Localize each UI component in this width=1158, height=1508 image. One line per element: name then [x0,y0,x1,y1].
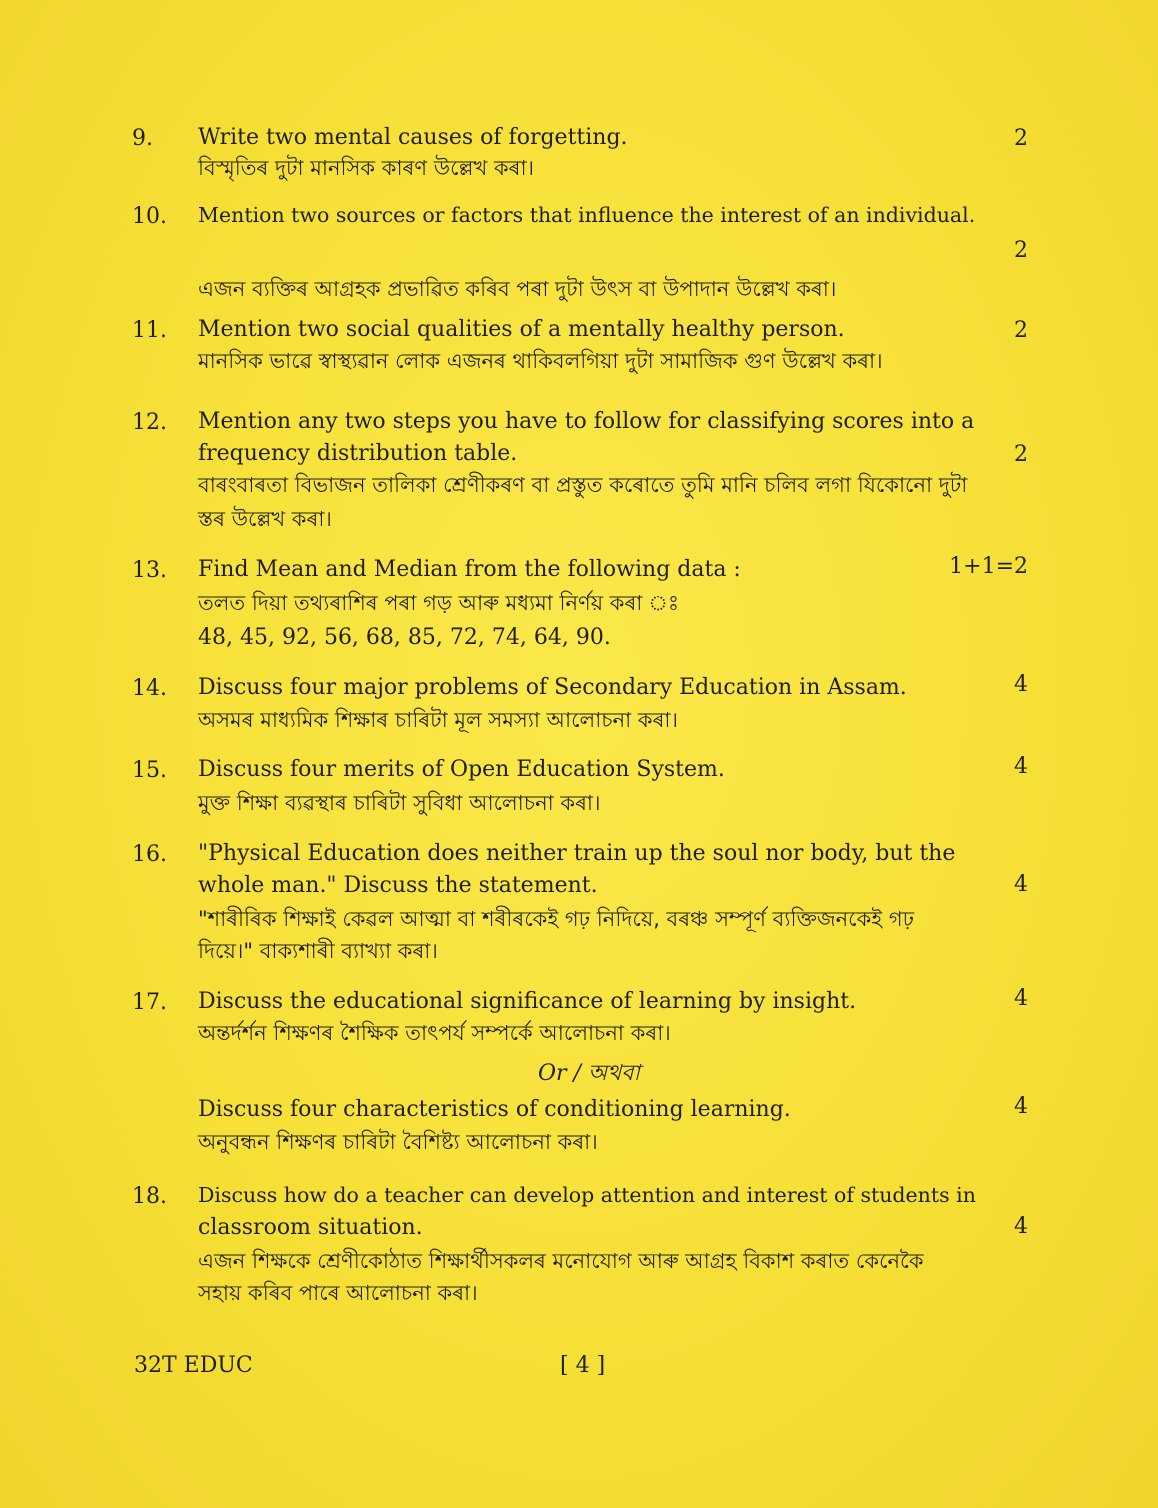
question-number: 16. [132,842,167,867]
question-marks: 4 [1014,872,1028,897]
question-text-en: Discuss four major problems of Secondary Education in Assam. [198,675,907,700]
question-marks: 4 [1014,672,1028,697]
question-number: 13. [132,558,167,583]
question-number: 15. [132,758,167,783]
question-marks: 4 [1014,754,1028,779]
question-text-as: "শাৰীৰিক শিক্ষাই কেৱল আত্মা বা শৰীৰকেই গঢ় নিদিয়ে, বৰঞ্চ সম্পূৰ্ণ ব্যক্তিজনকেই গঢ় [198,907,915,931]
question-number: 17. [132,990,167,1015]
question-marks: 4 [1014,1094,1028,1119]
question-text-as: মুক্ত শিক্ষা ব্যৱস্থাৰ চাৰিটা সুবিধা আলোচনা কৰা। [198,791,601,815]
question-marks: 2 [1014,238,1028,263]
question-text-en: Discuss the educational significance of learning by insight. [198,989,857,1014]
question-text-as: অসমৰ মাধ্যমিক শিক্ষাৰ চাৰিটা মূল সমস্যা আলোচনা কৰা। [198,708,679,732]
question-text-as: বাৰংবাৰতা বিভাজন তালিকা শ্ৰেণীকৰণ বা প্ৰস্তুত কৰোতে তুমি মানি চলিব লগা যিকোনো দুটা [198,473,968,497]
question-text-as: তলত দিয়া তথ্যৰাশিৰ পৰা গড় আৰু মধ্যমা নিৰ্ণয় কৰা ঃ [198,591,680,615]
question-data: 48, 45, 92, 56, 68, 85, 72, 74, 64, 90. [198,625,611,650]
question-text-en: frequency distribution table. [198,441,518,466]
question-text-en: Discuss how do a teacher can develop attention and interest of students in [198,1183,976,1207]
question-text-en: Mention two social qualities of a mentally healthy person. [198,317,845,342]
question-text-as: অন্তৰ্দৰ্শন শিক্ষণৰ শৈক্ষিক তাৎপৰ্য সম্পৰ্কে আলোচনা কৰা। [198,1021,671,1045]
question-number: 9. [132,126,153,151]
question-number: 14. [132,676,167,701]
question-number: 12. [132,410,167,435]
question-marks: 2 [1014,442,1028,467]
question-text-en: whole man." Discuss the statement. [198,873,598,898]
page-number: [ 4 ] [560,1353,606,1378]
question-text-as: এজন শিক্ষকে শ্ৰেণীকোঠাত শিক্ষাৰ্থীসকলৰ মনোযোগ আৰু আগ্ৰহ বিকাশ কৰাত কেনেকৈ [198,1249,924,1273]
question-text-as: মানসিক ভাৱে স্বাস্থ্যৱান লোক এজনৰ থাকিবলগিয়া দুটা সামাজিক গুণ উল্লেখ কৰা। [198,349,883,373]
question-text-en: classroom situation. [198,1215,423,1240]
paper-code: 32T EDUC [134,1353,253,1378]
question-text-as: সহায় কৰিব পাৰে আলোচনা কৰা। [198,1281,478,1305]
or-separator: Or / অথবা [538,1061,640,1086]
question-text-en: "Physical Education does neither train up the soul nor body, but the [198,841,956,866]
question-marks: 2 [1014,318,1028,343]
question-marks: 2 [1014,126,1028,151]
question-text-en: Discuss four characteristics of conditioning learning. [198,1097,791,1122]
question-number: 10. [132,204,167,229]
question-text-as: দিয়ে।" বাক্যশাৰী ব্যাখ্যা কৰা। [198,939,438,963]
question-text-as: স্তৰ উল্লেখ কৰা। [198,507,332,531]
question-number: 11. [132,318,167,343]
question-text-en: Discuss four merits of Open Education System. [198,757,725,782]
question-number: 18. [132,1184,167,1209]
question-text-as: অনুবন্ধন শিক্ষণৰ চাৰিটা বৈশিষ্ট্য আলোচনা কৰা। [198,1130,598,1154]
question-text-as: এজন ব্যক্তিৰ আগ্ৰহক প্ৰভাৱিত কৰিব পৰা দুটা উৎস বা উপাদান উল্লেখ কৰা। [198,277,837,301]
question-text-en: Mention two sources or factors that influence the interest of an individual. [198,203,976,227]
question-text-en: Write two mental causes of forgetting. [198,125,628,150]
question-text-en: Find Mean and Median from the following data : [198,557,741,582]
question-text-as: বিস্মৃতিৰ দুটা মানসিক কাৰণ উল্লেখ কৰা। [198,156,535,180]
question-text-en: Mention any two steps you have to follow for classifying scores into a [198,409,975,434]
question-marks: 1+1=2 [949,554,1028,579]
question-marks: 4 [1014,986,1028,1011]
question-marks: 4 [1014,1214,1028,1239]
